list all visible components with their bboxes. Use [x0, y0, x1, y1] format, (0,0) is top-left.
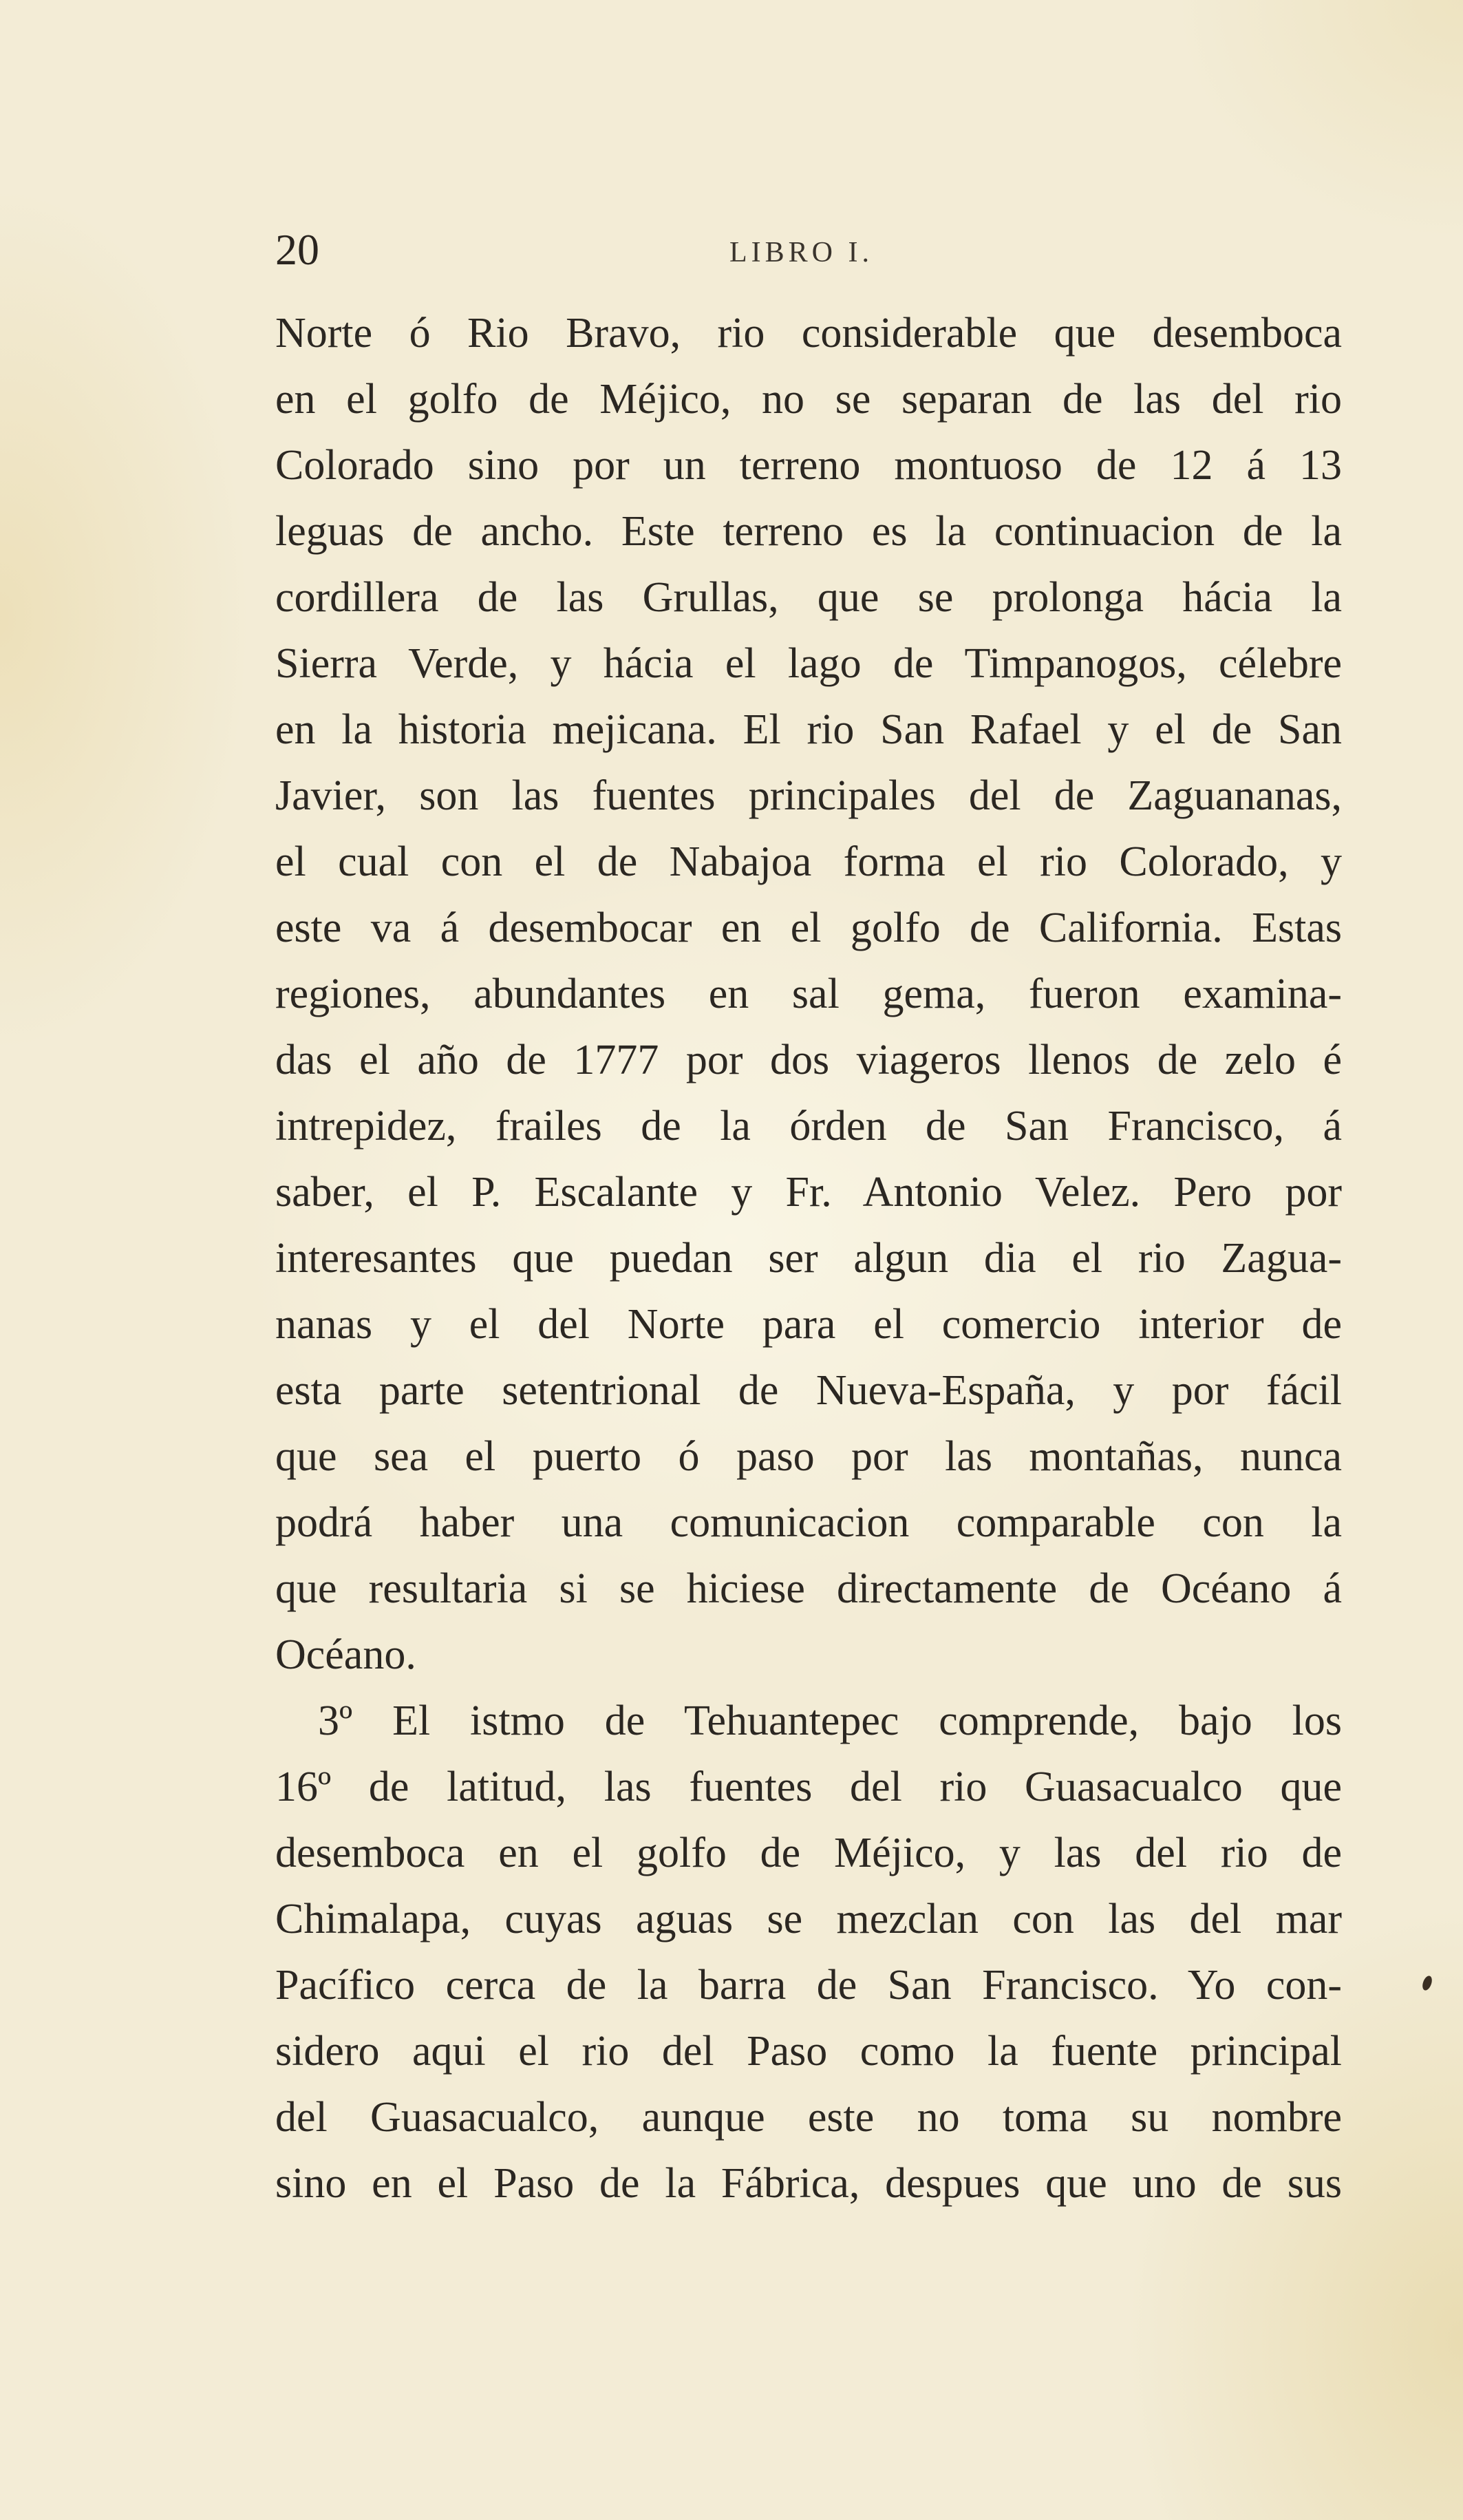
body-text: [275, 300, 1342, 2216]
text-line: intrepidez, frailes de la órden de San Francisco, á: [275, 1103, 1342, 1150]
text-line: saber, el P. Escalante y Fr. Antonio Velez. Pero por: [275, 1169, 1342, 1216]
text-line: nanas y el del Norte para el comercio interior de: [275, 1301, 1342, 1348]
text-line: Océano.: [275, 1631, 416, 1678]
text-line: el cual con el de Nabajoa forma el rio Colorado, y: [275, 838, 1342, 885]
text-line: 3º El istmo de Tehuantepec comprende, bajo los: [318, 1697, 1342, 1744]
text-line: das el año de 1777 por dos viageros llenos de zelo é: [275, 1037, 1342, 1083]
text-line: cordillera de las Grullas, que se prolonga hácia la: [275, 574, 1342, 621]
paragraph: [275, 1688, 1342, 2216]
text-line: Sierra Verde, y hácia el lago de Timpanogos, célebre: [275, 640, 1342, 687]
page-header: [275, 219, 1342, 281]
text-line: Colorado sino por un terreno montuoso de 12 á 13: [275, 442, 1342, 489]
text-line: esta parte setentrional de Nueva-España, y por fácil: [275, 1367, 1342, 1414]
text-line: que resultaria si se hiciese directamente de Océano á: [275, 1565, 1342, 1612]
text-line: podrá haber una comunicacion comparable con la: [275, 1499, 1342, 1546]
text-line: sino en el Paso de la Fábrica, despues que uno de sus: [275, 2160, 1342, 2207]
text-line: este va á desembocar en el golfo de California. Estas: [275, 904, 1342, 951]
text-line: del Guasacualco, aunque este no toma su nombre: [275, 2094, 1342, 2141]
text-line: en el golfo de Méjico, no se separan de las del rio: [275, 376, 1342, 423]
text-line: interesantes que puedan ser algun dia el rio Zagua-: [275, 1235, 1342, 1282]
text-line: Chimalapa, cuyas aguas se mezclan con las del mar: [275, 1896, 1342, 1942]
text-line: desemboca en el golfo de Méjico, y las del rio de: [275, 1830, 1342, 1876]
page-number: 20: [275, 225, 319, 274]
paragraph: [275, 300, 1342, 1688]
text-line: 16º de latitud, las fuentes del rio Guasacualco que: [275, 1764, 1342, 1810]
text-line: regiones, abundantes en sal gema, fueron examina-: [275, 971, 1342, 1017]
text-line: Pacífico cerca de la barra de San Francisco. Yo con-: [275, 1962, 1342, 2009]
text-line: que sea el puerto ó paso por las montañas, nunca: [275, 1433, 1342, 1480]
ink-speck: [1421, 1975, 1434, 1992]
running-head: LIBRO I.: [729, 237, 873, 268]
text-line: sidero aqui el rio del Paso como la fuente principal: [275, 2028, 1342, 2075]
text-line: en la historia mejicana. El rio San Rafael y el de San: [275, 706, 1342, 753]
text-line: leguas de ancho. Este terreno es la continuacion de la: [275, 508, 1342, 555]
text-line: Norte ó Rio Bravo, rio considerable que desemboca: [275, 310, 1342, 357]
text-line: Javier, son las fuentes principales del de Zaguananas,: [275, 772, 1342, 819]
